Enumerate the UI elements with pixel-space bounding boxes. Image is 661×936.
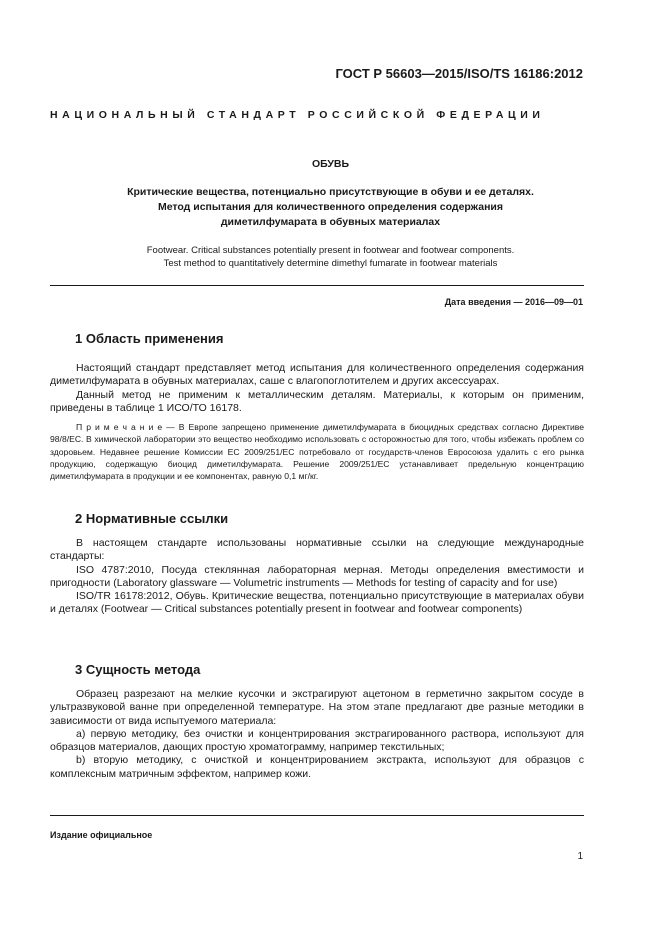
list-item: b) вторую методику, с очисткой и концентрированием экстракта, используют для образцов с комплексным матричным эффектом, например кожи. (50, 754, 584, 780)
subtitle-ru-line: Метод испытания для количественного определения содержания (157, 201, 504, 213)
section-3-body (50, 688, 584, 781)
page-number: 1 (577, 851, 583, 862)
section-1-heading: 1 Область применения (75, 331, 224, 346)
reference-item: ISO/TR 16178:2012, Обувь. Критические вещества, потенциально присутствующие в материалах обуви и деталях (Footwear — Critical substances potentially present in footwear and footwear components) (50, 590, 584, 616)
paragraph: В настоящем стандарте использованы нормативные ссылки на следующие международные стандарты: (50, 537, 584, 563)
subtitle-en-line: Test method to quantitatively determine dimethyl fumarate in footwear materials (163, 258, 498, 269)
header-divider (50, 285, 584, 286)
section-1-note (50, 421, 584, 482)
document-title: ОБУВЬ (311, 158, 350, 170)
section-1-body (50, 362, 584, 415)
subtitle-en (0, 244, 661, 270)
paragraph: Данный метод не применим к металлическим деталям. Материалы, к которым он применим, приведены в таблице 1 ИСО/ТО 16178. (50, 388, 584, 414)
subtitle-ru (0, 185, 661, 230)
section-2-body (50, 537, 584, 617)
note-text: В Европе запрещено применение диметилфумарата в биоцидных средствах согласно Директиве 98/8/EC. В химической лаборатории это вещество необходимо использовать с осторожностью для того, чтобы избежать проблем со здоровьем. Недавнее решение Комиссии EC 2009/251/EC потребовало от государств-членов Евросоюза удалить с его рынка продукцию, содержащую биоцид диметилфумарата. Решение 2009/251/EC устанавливает предельную концентрацию диметилфумарата в продукции и ее компонентах, равную 0,1 мг/кг. (50, 422, 584, 482)
section-3-heading: 3 Сущность метода (75, 662, 201, 677)
national-standard-banner: НАЦИОНАЛЬНЫЙ СТАНДАРТ РОССИЙСКОЙ ФЕДЕРАЦИИ (50, 109, 545, 121)
subtitle-ru-line: Критические вещества, потенциально присутствующие в обуви и ее деталях. (127, 186, 534, 198)
edition-label: Издание официальное (50, 830, 153, 840)
subtitle-ru-line: диметилфумарата в обувных материалах (220, 216, 441, 228)
introduction-date: Дата введения — 2016—09—01 (444, 297, 583, 307)
paragraph: Образец разрезают на мелкие кусочки и экстрагируют ацетоном в герметично закрытом сосуде в ультразвуковой ванне при определенной температуре. На этом этапе предлагают две разные методики в зависимости от вида испытуемого материала: (50, 688, 584, 727)
subtitle-en-line: Footwear. Critical substances potentially present in footwear and footwear components. (146, 245, 515, 256)
note-label: П р и м е ч а н и е — (76, 422, 175, 432)
section-2-heading: 2 Нормативные ссылки (75, 511, 229, 526)
standard-code: ГОСТ Р 56603—2015/ISO/TS 16186:2012 (335, 66, 583, 81)
footer-divider (50, 815, 584, 816)
reference-item: ISO 4787:2010, Посуда стеклянная лабораторная мерная. Методы определения вместимости и пригодности (Laboratory glassware — Volumetric instruments — Methods for testing of capacity and for use) (50, 563, 584, 589)
list-item: a) первую методику, без очистки и концентрирования экстрагированного раствора, используют для образцов материалов, дающих простую хроматограмму, например текстильных; (50, 727, 584, 754)
paragraph: Настоящий стандарт представляет метод испытания для количественного определения содержания диметилфумарата в обувных материалах, саше с влагопоглотителем и других аксессуарах. (50, 362, 584, 388)
